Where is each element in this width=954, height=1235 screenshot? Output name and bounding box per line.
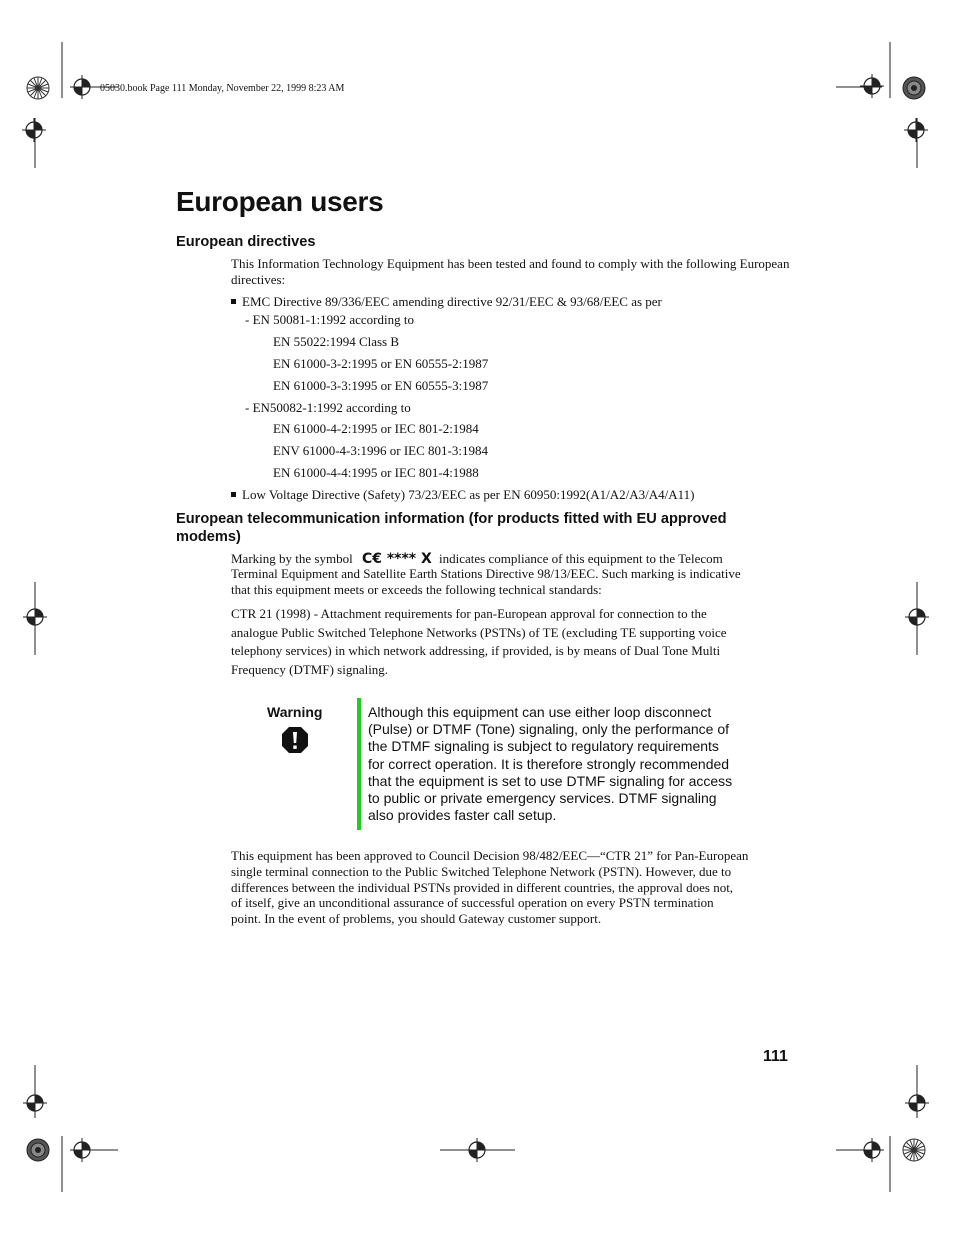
warning-bar [357, 698, 361, 830]
closing-line: differences between the individual PSTNs provided in different countries, the approval does not, [231, 880, 734, 895]
marking-suffix: indicates compliance of this equipment to the Telecom [439, 551, 723, 566]
exclamation-icon [281, 726, 309, 754]
sub-heading-en50081: - EN 50081-1:1992 according to [245, 312, 414, 327]
book-header: 05030.book Page 111 Monday, November 22, 1999 8:23 AM [100, 83, 345, 94]
ctr-text-line: analogue Public Switched Telephone Networks (PSTNs) of TE (excluding TE supporting voice [231, 625, 727, 640]
marking-line [231, 551, 723, 567]
ctr-text-line: telephony services) in which network addressing, if provided, is by means of Dual Tone Multi [231, 643, 721, 658]
page-number: 111 [763, 1048, 788, 1065]
ctr-text-line: Frequency (DTMF) signaling. [231, 662, 389, 677]
closing-line: single terminal connection to the Public Switched Telephone Network (PSTN). However, due to [231, 864, 732, 879]
page-title: European users [176, 186, 384, 217]
emc-text: EMC Directive 89/336/EEC amending directive 92/31/EEC & 93/68/EEC as per [242, 294, 662, 309]
warning-label: Warning [267, 704, 323, 720]
directives-intro: This Information Technology Equipment has been tested and found to comply with the following European directives: [231, 256, 790, 287]
sub-heading-en50082: - EN50082-1:1992 according to [245, 400, 411, 415]
standard-item: EN 55022:1994 Class B [273, 334, 400, 349]
section-heading-directives: European directives [176, 234, 316, 250]
section-heading-telecom: European telecommunication information (for products fitted with EU approved [176, 511, 727, 527]
standard-item: EN 61000-3-2:1995 or EN 60555-2:1987 [273, 356, 489, 371]
section-heading-telecom-cont: modems) [176, 529, 241, 545]
bullet-icon [231, 492, 236, 497]
standard-item: EN 61000-4-4:1995 or IEC 801-4:1988 [273, 465, 479, 480]
ctr-text-line: CTR 21 (1998) - Attachment requirements for pan-European approval for connection to the [231, 606, 707, 621]
low-voltage-text: Low Voltage Directive (Safety) 73/23/EEC as per EN 60950:1992(A1/A2/A3/A4/A11) [242, 487, 695, 502]
marking-line-3: that this equipment meets or exceeds the following technical standards: [231, 582, 602, 597]
marking-prefix: Marking by the symbol [231, 551, 353, 566]
standard-item: EN 61000-4-2:1995 or IEC 801-2:1984 [273, 421, 479, 436]
closing-line: of itself, give an unconditional assurance of successful operation on every PSTN termination [231, 895, 714, 910]
marking-line-2: Terminal Equipment and Satellite Earth Stations Directive 98/13/EEC. Such marking is indicative [231, 566, 741, 581]
ce-mark-icon: C€ **** X [361, 551, 432, 567]
closing-line: This equipment has been approved to Council Decision 98/482/EEC—“CTR 21” for Pan-European [231, 848, 749, 863]
standard-item: EN 61000-3-3:1995 or EN 60555-3:1987 [273, 378, 489, 393]
closing-line: point. In the event of problems, you should Gateway customer support. [231, 911, 602, 926]
list-item-emc [231, 294, 662, 310]
bullet-icon [231, 299, 236, 304]
list-item-low-voltage [231, 487, 695, 503]
warning-text: Although this equipment can use either loop disconnect (Pulse) or DTMF (Tone) signaling, only the performance of the DTMF signaling is subject to regulatory requirements for correct operation. It is therefore strongly recommended that the equipment is set to use DTMF signaling for access to public or private emergency services. DTMF signaling also provides faster call setup. [368, 704, 733, 824]
standard-item: ENV 61000-4-3:1996 or IEC 801-3:1984 [273, 443, 488, 458]
